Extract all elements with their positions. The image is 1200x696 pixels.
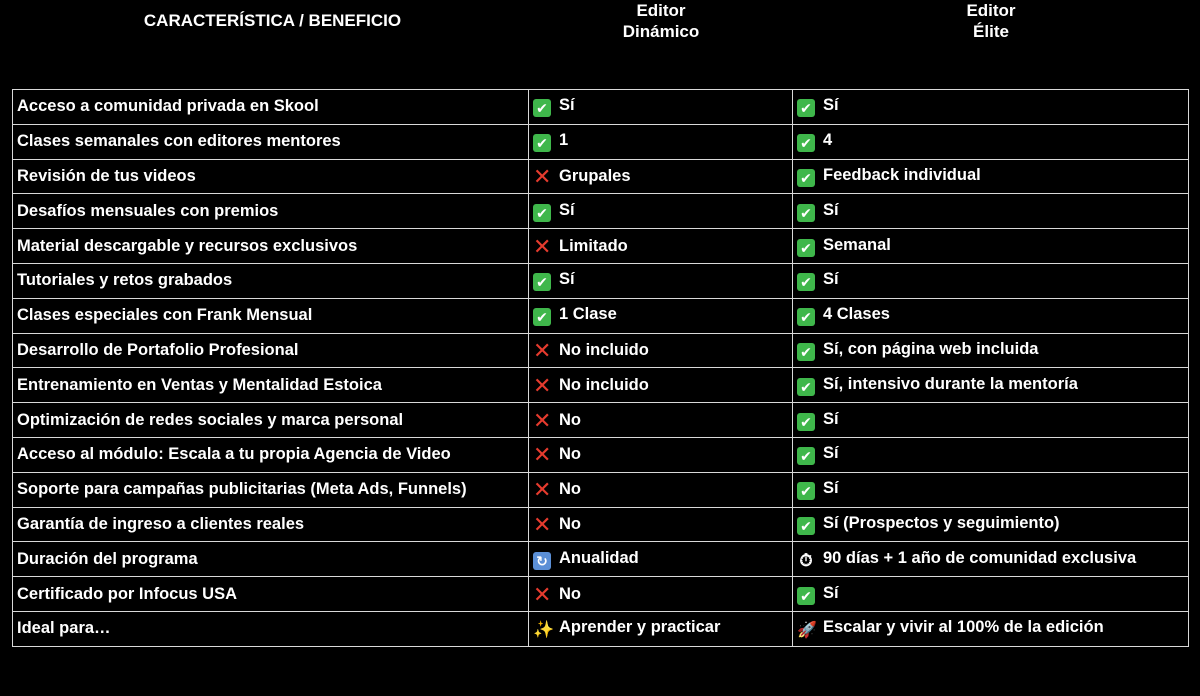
check-icon: ✔ — [797, 134, 815, 152]
dinamico-cell — [529, 298, 793, 333]
table-row — [13, 368, 1189, 403]
dinamico-value: 1 — [559, 131, 569, 150]
elite-value: Sí — [823, 583, 839, 602]
check-icon: ✔ — [533, 134, 551, 152]
table-header — [0, 0, 1200, 60]
dinamico-value: Limitado — [559, 236, 628, 255]
table-row — [13, 298, 1189, 333]
table-row — [13, 263, 1189, 298]
dinamico-cell — [529, 611, 793, 646]
elite-cell — [793, 263, 1189, 298]
feature-cell: Ideal para… — [13, 611, 529, 646]
dinamico-value: Sí — [559, 200, 575, 219]
feature-cell: Revisión de tus videos — [13, 159, 529, 194]
comparison-table — [12, 89, 1189, 647]
elite-value: 4 — [823, 131, 833, 150]
cross-icon: ✕ — [533, 442, 552, 468]
feature-cell: Optimización de redes sociales y marca personal — [13, 403, 529, 438]
check-icon: ✔ — [797, 204, 815, 222]
header-plan-dinamico — [540, 0, 782, 42]
check-icon: ✔ — [533, 99, 551, 117]
header-plan-dinamico-line1: Editor — [636, 1, 686, 20]
check-icon: ✔ — [797, 308, 815, 326]
table-row — [13, 229, 1189, 264]
dinamico-cell — [529, 542, 793, 577]
feature-cell: Desarrollo de Portafolio Profesional — [13, 333, 529, 368]
dinamico-cell — [529, 124, 793, 159]
elite-cell — [793, 194, 1189, 229]
check-icon: ✔ — [797, 239, 815, 257]
dinamico-value: No incluido — [559, 375, 649, 394]
elite-cell — [793, 368, 1189, 403]
table-row — [13, 124, 1189, 159]
check-icon: ✔ — [797, 447, 815, 465]
dinamico-cell — [529, 368, 793, 403]
elite-value: Semanal — [823, 235, 891, 254]
header-plan-dinamico-line2: Dinámico — [622, 22, 700, 41]
elite-cell — [793, 159, 1189, 194]
dinamico-cell — [529, 472, 793, 507]
dinamico-cell — [529, 333, 793, 368]
table-row — [13, 333, 1189, 368]
table-row — [13, 159, 1189, 194]
header-feature-column — [80, 10, 465, 31]
header-plan-elite — [870, 0, 1112, 42]
check-icon: ✔ — [797, 343, 815, 361]
feature-cell: Desafíos mensuales con premios — [13, 194, 529, 229]
feature-cell: Acceso a comunidad privada en Skool — [13, 90, 529, 125]
elite-cell — [793, 333, 1189, 368]
dinamico-value: No — [559, 584, 581, 603]
table-row — [13, 611, 1189, 646]
table-row — [13, 403, 1189, 438]
feature-cell: Material descargable y recursos exclusivos — [13, 229, 529, 264]
elite-cell — [793, 403, 1189, 438]
dinamico-cell — [529, 194, 793, 229]
elite-cell — [793, 507, 1189, 542]
elite-value: Escalar y vivir al 100% de la edición — [823, 617, 1104, 636]
elite-value: Sí, intensivo durante la mentoría — [823, 374, 1078, 393]
dinamico-value: No — [559, 514, 581, 533]
dinamico-value: Grupales — [559, 166, 631, 185]
elite-value: Sí — [823, 270, 839, 289]
feature-cell: Garantía de ingreso a clientes reales — [13, 507, 529, 542]
check-icon: ✔ — [533, 308, 551, 326]
cross-icon: ✕ — [533, 511, 552, 537]
header-feature-label: CARACTERÍSTICA / BENEFICIO — [143, 11, 402, 30]
elite-value: 4 Clases — [823, 305, 890, 324]
elite-value: Sí — [823, 409, 839, 428]
check-icon: ✔ — [797, 517, 815, 535]
elite-cell — [793, 611, 1189, 646]
dinamico-cell — [529, 507, 793, 542]
elite-cell — [793, 542, 1189, 577]
elite-cell — [793, 437, 1189, 472]
sparkles-icon: ✨ — [533, 620, 555, 640]
dinamico-value: No — [559, 480, 581, 499]
feature-cell: Entrenamiento en Ventas y Mentalidad Estoica — [13, 368, 529, 403]
dinamico-cell — [529, 577, 793, 612]
table-row — [13, 577, 1189, 612]
elite-value: Sí — [823, 200, 839, 219]
dinamico-value: No — [559, 410, 581, 429]
cross-icon: ✕ — [533, 337, 552, 363]
elite-cell — [793, 90, 1189, 125]
feature-cell: Clases semanales con editores mentores — [13, 124, 529, 159]
elite-value: Sí — [823, 96, 839, 115]
elite-cell — [793, 124, 1189, 159]
cross-icon: ✕ — [533, 477, 552, 503]
check-icon: ✔ — [797, 378, 815, 396]
dinamico-cell — [529, 403, 793, 438]
dinamico-cell — [529, 229, 793, 264]
check-icon: ✔ — [533, 204, 551, 222]
check-icon: ✔ — [797, 99, 815, 117]
feature-cell: Certificado por Infocus USA — [13, 577, 529, 612]
dinamico-value: Anualidad — [559, 548, 639, 567]
dinamico-value: Sí — [559, 270, 575, 289]
cross-icon: ✕ — [533, 372, 552, 398]
dinamico-value: 1 Clase — [559, 305, 617, 324]
dinamico-value: No incluido — [559, 340, 649, 359]
table-row — [13, 507, 1189, 542]
table-row — [13, 472, 1189, 507]
check-icon: ✔ — [797, 413, 815, 431]
elite-value: Sí, con página web incluida — [823, 339, 1039, 358]
elite-value: 90 días + 1 año de comunidad exclusiva — [823, 548, 1137, 567]
dinamico-cell — [529, 159, 793, 194]
cross-icon: ✕ — [533, 163, 552, 189]
header-plan-elite-line1: Editor — [966, 1, 1016, 20]
elite-value: Sí (Prospectos y seguimiento) — [823, 513, 1060, 532]
dinamico-cell — [529, 437, 793, 472]
feature-cell: Tutoriales y retos grabados — [13, 263, 529, 298]
elite-cell — [793, 577, 1189, 612]
dinamico-cell — [529, 263, 793, 298]
cross-icon: ✕ — [533, 581, 552, 607]
cross-icon: ✕ — [533, 407, 552, 433]
check-icon: ✔ — [533, 273, 551, 291]
dinamico-value: Sí — [559, 96, 575, 115]
table-row — [13, 542, 1189, 577]
check-icon: ✔ — [797, 482, 815, 500]
table-row — [13, 437, 1189, 472]
dinamico-cell — [529, 90, 793, 125]
comparison-table-body — [13, 90, 1189, 647]
elite-cell — [793, 229, 1189, 264]
check-icon: ✔ — [797, 273, 815, 291]
feature-cell: Soporte para campañas publicitarias (Meta Ads, Funnels) — [13, 472, 529, 507]
dinamico-value: No — [559, 445, 581, 464]
check-icon: ✔ — [797, 587, 815, 605]
elite-value: Sí — [823, 479, 839, 498]
dinamico-value: Aprender y practicar — [559, 618, 721, 637]
elite-value: Sí — [823, 444, 839, 463]
table-row — [13, 194, 1189, 229]
feature-cell: Acceso al módulo: Escala a tu propia Agencia de Video — [13, 437, 529, 472]
header-plan-elite-line2: Élite — [973, 22, 1009, 41]
check-icon: ✔ — [797, 169, 815, 187]
rocket-icon: 🚀 — [797, 621, 817, 639]
cycle-icon: ↻ — [533, 552, 551, 570]
elite-cell — [793, 472, 1189, 507]
elite-value: Feedback individual — [823, 165, 981, 184]
stopwatch-icon: ⏱ — [799, 550, 813, 570]
feature-cell: Duración del programa — [13, 542, 529, 577]
elite-cell — [793, 298, 1189, 333]
cross-icon: ✕ — [533, 233, 552, 259]
feature-cell: Clases especiales con Frank Mensual — [13, 298, 529, 333]
table-row — [13, 90, 1189, 125]
